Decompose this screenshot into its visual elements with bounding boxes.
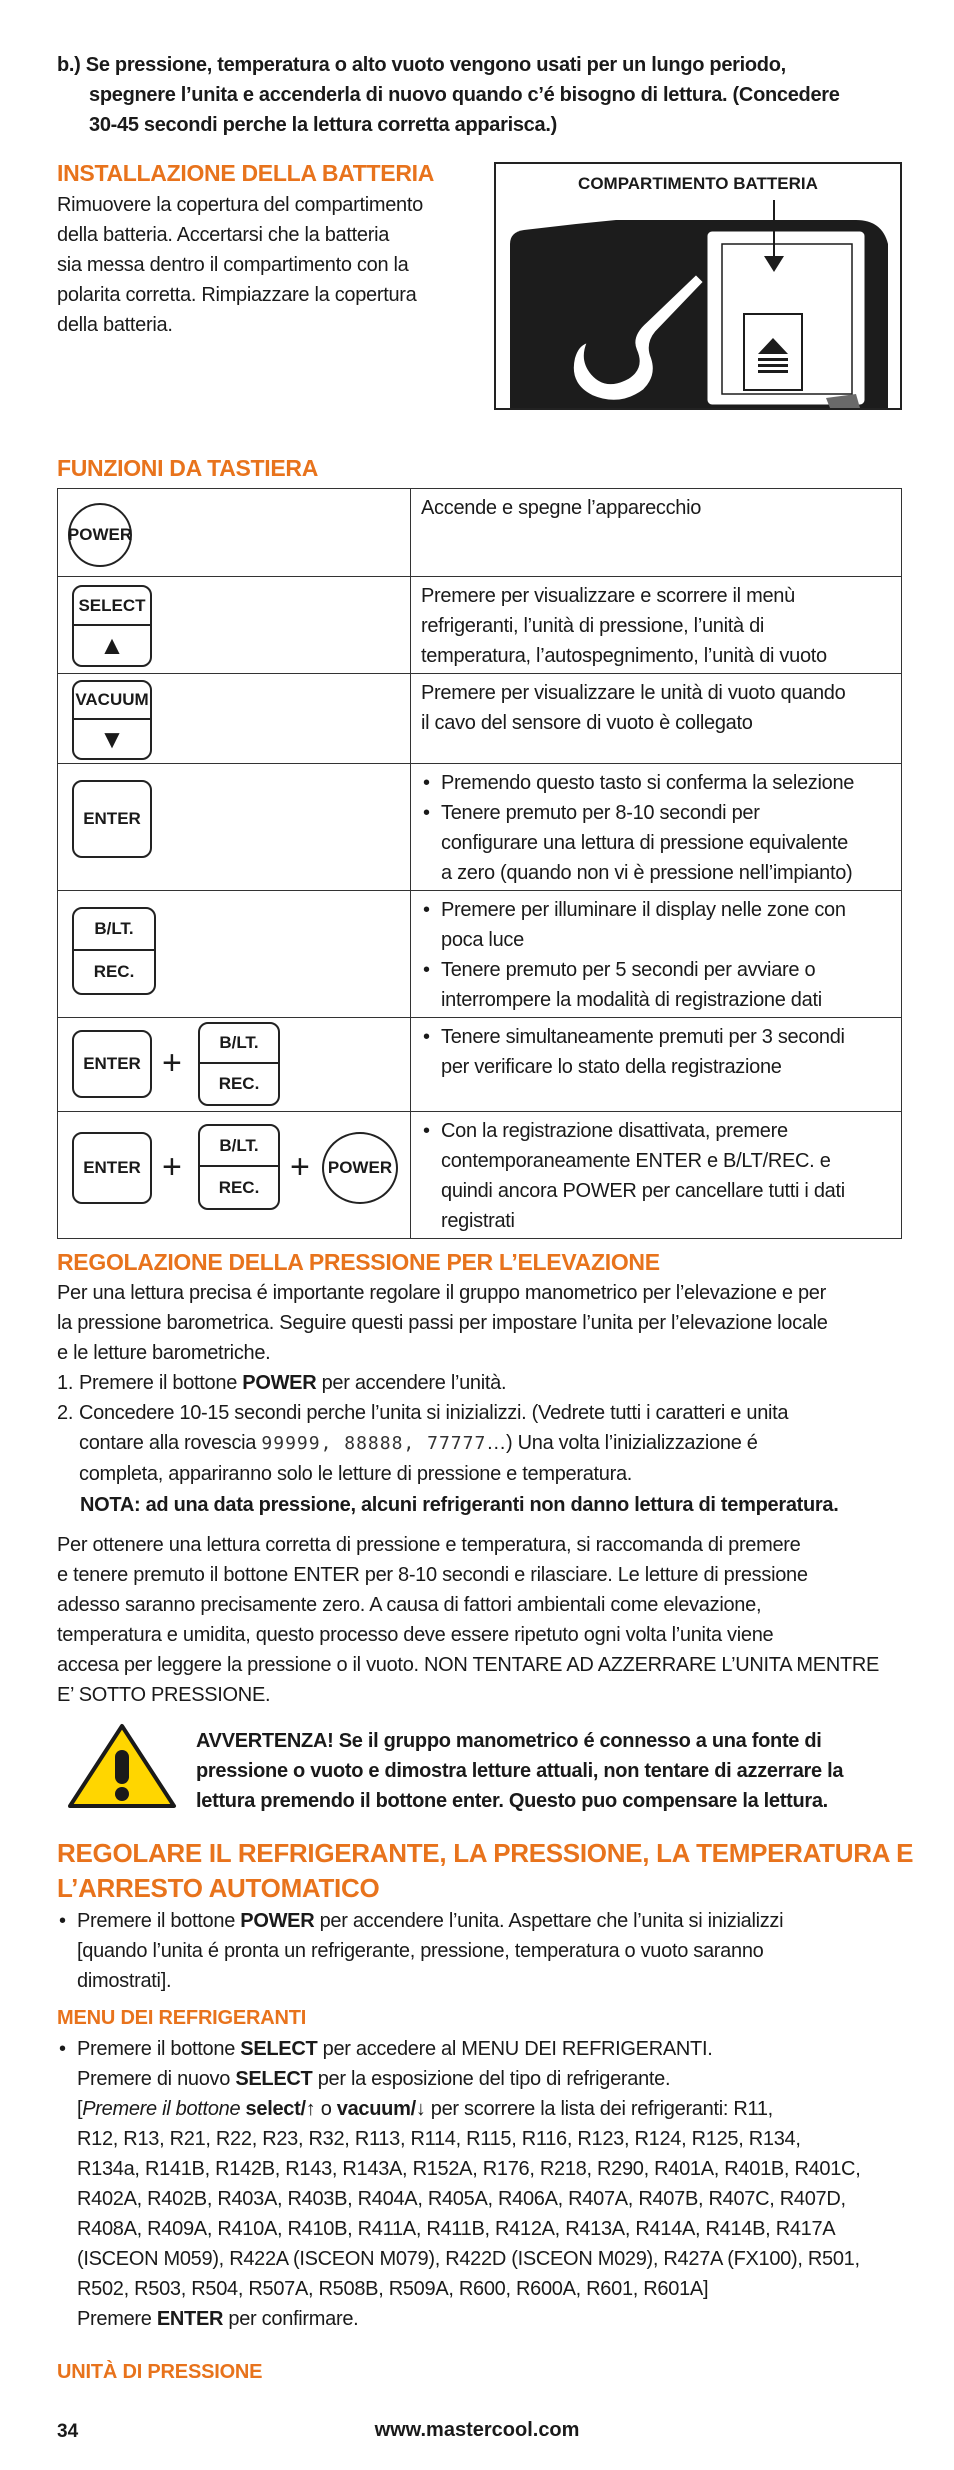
paragraph-line: e le letture barometriche. [57,1342,271,1364]
text-bold: vacuum/ [336,2098,416,2120]
warning-line: AVVERTENZA! Se il gruppo manometrico é connesso a una fonte di [196,1730,822,1752]
key-description [411,764,902,891]
step-text: contare alla rovescia [79,1432,262,1454]
text-bold: POWER [240,1910,315,1932]
text-bold: select/ [240,2098,306,2120]
text: Premere [77,2308,157,2330]
description-line: • Tenere simultaneamente premuti per 3 secondi [441,1026,845,1048]
paragraph-line: e tenere premuto il bottone ENTER per 8-10 secondi e rilasciare. Le letture di pressione [57,1564,808,1586]
plus-sign: + [162,1044,182,1082]
paragraph-line: la pressione barometrica. Seguire questi passi per impostare l’unita per l’elevazione locale [57,1312,828,1334]
battery-line: Rimuovere la copertura del compartimento [57,194,423,216]
key-description [411,1018,902,1112]
text: [quando l’unita é pronta un refrigerante, pressione, temperatura o vuoto saranno [77,1940,764,1962]
refrigerant-list-line: R408A, R409A, R410A, R410B, R411A, R411B, R412A, R413A, R414A, R414B, R417A [77,2218,836,2240]
power-button[interactable]: POWER [68,503,132,567]
key-cell [58,674,411,764]
elevation-intro [57,1278,917,1368]
key-cell [58,489,411,577]
battery-compartment-illustration [496,164,900,408]
text: Premere di nuovo [77,2068,236,2090]
refrigerant-heading [57,1836,917,1906]
blt-rec-button[interactable] [198,1124,280,1210]
list-item [57,1398,917,1489]
intro-note [57,50,917,140]
intro-line: b.) Se pressione, temperatura o alto vuoto vengono usati per un lungo periodo, [57,54,786,76]
warning-icon [66,1722,178,1810]
blt-label: B/LT. [200,1024,278,1064]
key-cell [58,1018,411,1112]
vacuum-button[interactable] [72,680,152,760]
footer-url[interactable]: www.mastercool.com [374,2419,580,2441]
description-line: per verificare lo stato della registrazione [441,1056,782,1078]
table-row [58,1112,902,1239]
paragraph-line: Per una lettura precisa é importante regolare il gruppo manometrico per l’elevazione e per [57,1282,826,1304]
power-button[interactable]: POWER [322,1132,398,1204]
key-description [411,1112,902,1239]
description-line: configurare una lettura di pressione equivalente [441,832,848,854]
description-line: a zero (quando non vi è pressione nell’impianto) [441,862,853,884]
battery-line: della batteria. [57,314,173,336]
description-line: • Tenere premuto per 5 secondi per avviare o [441,959,816,981]
bullet-item [421,1022,893,1082]
description-line: • Premere per illuminare il display nelle zone con [441,899,846,921]
text: per scorrere la lista dei refrigeranti: R11, [425,2098,773,2120]
table-row [58,891,902,1018]
description-line: Premere per visualizzare le unità di vuoto quando [421,682,846,704]
refrigerant-list-line: R502, R503, R504, R507A, R508B, R509A, R600, R600A, R601, R601A] [77,2278,709,2300]
enter-button[interactable]: ENTER [72,1030,152,1098]
text: Premere il bottone [77,2038,241,2060]
keypad-table [57,488,902,1239]
description-line: il cavo del sensore di vuoto è collegato [421,712,753,734]
warning-text [196,1726,916,1816]
text: per accendere l’unita. Aspettare che l’unita si inizializzi [314,1910,784,1932]
battery-line: polarita corretta. Rimpiazzare la copertura [57,284,417,306]
table-row [58,489,902,577]
enter-button[interactable]: ENTER [72,1132,152,1204]
enter-button[interactable]: ENTER [72,780,152,858]
description-line: • Premendo questo tasto si conferma la selezione [441,772,855,794]
menu-bullet [57,2034,937,2334]
paragraph-line: accesa per leggere la pressione o il vuoto. NON TENTARE AD AZZERRARE L’UNITA MENTRE [57,1654,880,1676]
table-row [58,764,902,891]
text-bold: SELECT [240,2038,318,2060]
refrigerant-list-line: R12, R13, R21, R22, R23, R32, R113, R114, R115, R116, R123, R124, R125, R134, [77,2128,801,2150]
text: o [315,2098,337,2120]
blt-rec-button[interactable] [72,907,156,995]
keypad-heading: FUNZIONI DA TASTIERA [57,455,319,481]
battery-heading: INSTALLAZIONE DELLA BATTERIA [57,160,435,186]
elevation-paragraph [57,1530,917,1710]
description-line: quindi ancora POWER per cancellare tutti i dati [441,1180,845,1202]
table-row [58,1018,902,1112]
key-cell [58,1112,411,1239]
plus-sign: + [162,1148,182,1186]
bullet-item [421,798,893,888]
step-text: completa, appariranno solo le letture di pressione e temperatura. [79,1463,633,1485]
figure-label: COMPARTIMENTO BATTERIA [578,174,818,193]
key-description [411,674,902,764]
text-bold: SELECT [235,2068,313,2090]
bullet-item [421,895,893,955]
description-line: temperatura, l’autospegnimento, l’unità di vuoto [421,645,827,667]
key-description [411,577,902,674]
paragraph-line: temperatura e umidita, questo processo deve essere ripetuto ogni volta l’unita viene [57,1624,774,1646]
description-line: • Tenere premuto per 8-10 secondi per [441,802,760,824]
menu-heading: MENU DEI REFRIGERANTI [57,2007,307,2029]
description-line: Accende e spegne l’apparecchio [421,497,702,519]
heading-line: L’ARRESTO AUTOMATICO [57,1873,380,1903]
plus-sign: + [290,1148,310,1186]
segment-display-digits: 99999, 88888, 77777 [261,1433,487,1454]
list-item [57,1368,917,1398]
blt-rec-button[interactable] [198,1022,280,1106]
battery-line: sia messa dentro il compartimento con la [57,254,409,276]
rec-label: REC. [218,1177,260,1197]
text-bold: ENTER [156,2308,224,2330]
triangle-down-icon: ▼ [99,723,125,754]
refrigerant-list-line: R134a, R141B, R142B, R143, R143A, R152A, R176, R218, R290, R401A, R401B, R401C, [77,2158,861,2180]
note: NOTA: ad una data pressione, alcuni refrigeranti non danno lettura di temperatura. [80,1494,839,1516]
select-label: SELECT [74,587,150,626]
table-row [58,674,902,764]
heading-line: REGOLARE IL REFRIGERANTE, LA PRESSIONE, LA TEMPERATURA E [57,1838,914,1868]
key-description [411,891,902,1018]
description-line: Premere per visualizzare e scorrere il menù [421,585,795,607]
text: Premere il bottone [77,1910,241,1932]
bullet-item [421,768,893,798]
step-text: per accendere l’unità. [316,1372,507,1394]
text: per accedere al MENU DEI REFRIGERANTI. [317,2038,713,2060]
key-cell [58,891,411,1018]
paragraph-line: adesso saranno precisamente zero. A causa di fattori ambientali come elevazione, [57,1594,762,1616]
arrow-down-icon: ↓ [415,2098,426,2120]
text: dimostrati]. [77,1970,172,1992]
table-row [58,577,902,674]
units-heading: UNITÀ DI PRESSIONE [57,2361,263,2383]
text: [ [77,2098,83,2120]
description-line: contemporaneamente ENTER e B/LT/REC. e [441,1150,831,1172]
text-italic: Premere il bottone [82,2098,241,2120]
text: per la esposizione del tipo di refrigerante. [312,2068,671,2090]
paragraph-line: Per ottenere una lettura corretta di pressione e temperatura, si raccomanda di premere [57,1534,801,1556]
refrigerant-list-line: (ISCEON M059), R422A (ISCEON M079), R422D (ISCEON M029), R427A (FX100), R501, [77,2248,860,2270]
key-cell [58,764,411,891]
description-line: refrigeranti, l’unità di pressione, l’unità di [421,615,765,637]
battery-line: della batteria. Accertarsi che la batteria [57,224,390,246]
triangle-up-icon: ▲ [99,630,125,660]
description-line: interrompere la modalità di registrazione dati [441,989,822,1011]
bullet-item [421,955,893,1015]
select-button[interactable] [72,585,152,667]
blt-label: B/LT. [200,1126,278,1167]
elevation-heading: REGOLAZIONE DELLA PRESSIONE PER L’ELEVAZIONE [57,1249,660,1275]
key-description [411,489,902,577]
bullet-item [57,1906,917,1996]
bullet-item [57,2034,937,2334]
warning-line: pressione o vuoto e dimostra letture attuali, non tentare di azzerrare la [196,1760,844,1782]
intro-line: 30-45 secondi perche la lettura corretta apparisca.) [89,114,557,136]
rec-label: REC. [218,1074,260,1093]
step-text: …) Una volta l’inizializzazione é [486,1432,758,1454]
description-line: • Con la registrazione disattivata, premere [441,1120,788,1142]
step-number: 2. [57,1402,74,1424]
warning-line: lettura premendo il bottone enter. Questo puo compensare la lettura. [196,1790,828,1812]
step-text: Concedere 10-15 secondi perche l’unita si inizializzi. (Vedrete tutti i caratteri e unita [79,1402,789,1424]
refrigerant-list-line: R402A, R402B, R403A, R403B, R404A, R405A, R406A, R407A, R407B, R407C, R407D, [77,2188,846,2210]
rec-label: REC. [93,962,135,981]
elevation-steps [57,1368,917,1489]
arrow-up-icon: ↑ [305,2098,316,2120]
vacuum-label: VACUUM [74,682,150,720]
step-number: 1. [57,1372,74,1394]
step-text: Premere il bottone [79,1372,243,1394]
battery-text [57,190,477,340]
bullet-item [421,1116,893,1236]
page-number: 34 [57,2421,79,2442]
description-line: poca luce [441,929,524,951]
paragraph-line: E’ SOTTO PRESSIONE. [57,1684,271,1706]
refrigerant-bullet [57,1906,917,1996]
intro-line: spegnere l’unita e accenderla di nuovo quando c’é bisogno di lettura. (Concedere [89,84,840,106]
step-text-bold: POWER [242,1372,317,1394]
description-line: registrati [441,1210,515,1232]
text: per confirmare. [223,2308,359,2330]
battery-figure [494,162,902,410]
key-cell [58,577,411,674]
blt-label: B/LT. [74,909,154,951]
